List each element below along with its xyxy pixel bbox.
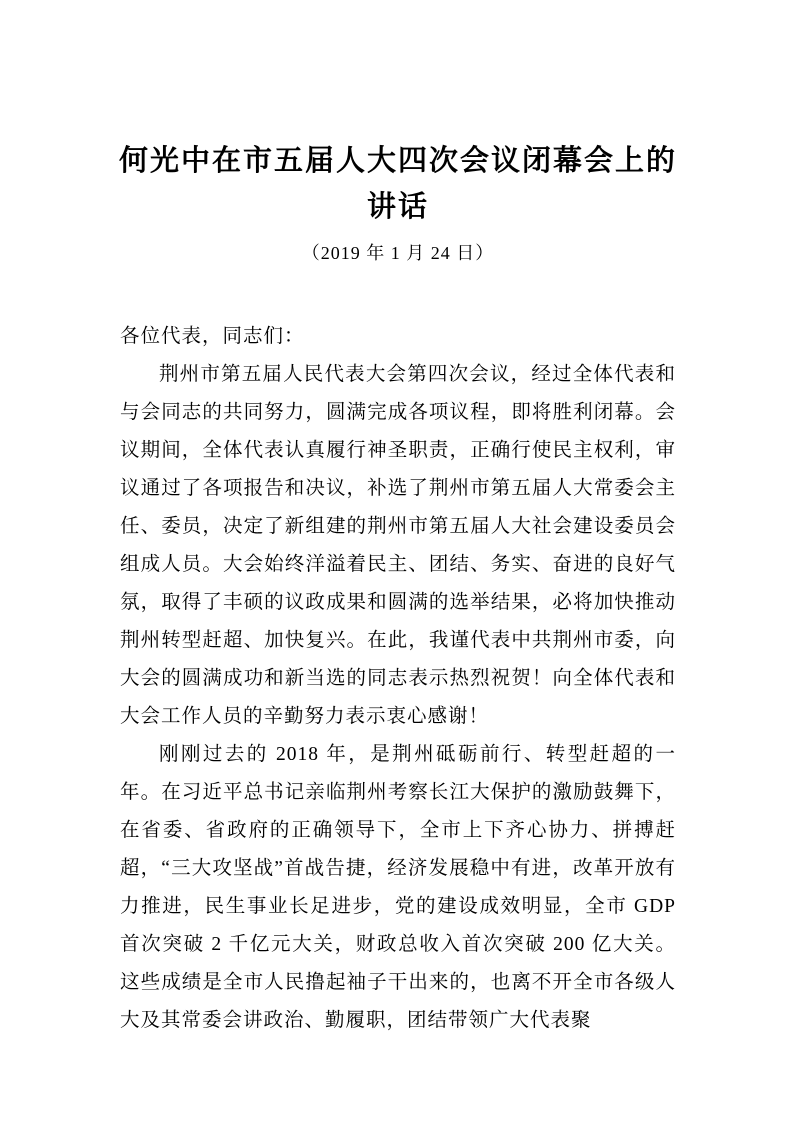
document-title: 何光中在市五届人大四次会议闭幕会上的讲话 <box>118 145 677 223</box>
document-body <box>120 318 676 1040</box>
document-content <box>120 138 676 1040</box>
paragraph-2018-review: 刚刚过去的 2018 年，是荆州砥砺前行、转型赶超的一年。在习近平总书记亲临荆州考察长江大保护的激励鼓舞下，在省委、省政府的正确领导下，全市上下齐心协力、拼搏赶超，“三大攻坚战”首战告捷，经济发展稳中有进，改革开放有力推进，民生事业长足进步，党的建设成效明显，全市 GDP 首次突破 2 千亿元大关，财政总收入首次突破 200 亿大关。这些成绩是全市人民撸起袖子干出来的，也离不开全市各级人大及其常委会讲政治、勤履职，团结带领广大代表聚 <box>120 744 676 1031</box>
document-date: （2019 年 1 月 24 日） <box>301 243 495 263</box>
paragraph-salutation: 各位代表，同志们： <box>120 326 305 347</box>
paragraph-congress-summary: 荆州市第五届人民代表大会第四次会议，经过全体代表和与会同志的共同努力，圆满完成各项议程，即将胜利闭幕。会议期间，全体代表认真履行神圣职责，正确行使民主权利，审议通过了各项报告和决议，补选了荆州市第五届人大常委会主任、委员，决定了新组建的荆州市第五届人大社会建设委员会组成人员。大会始终洋溢着民主、团结、务实、奋进的良好气氛，取得了丰硕的议政成果和圆满的选举结果，必将加快推动荆州转型赶超、加快复兴。在此，我谨代表中共荆州市委，向大会的圆满成功和新当选的同志表示热烈祝贺！向全体代表和大会工作人员的辛勤努力表示衷心感谢！ <box>120 364 676 727</box>
